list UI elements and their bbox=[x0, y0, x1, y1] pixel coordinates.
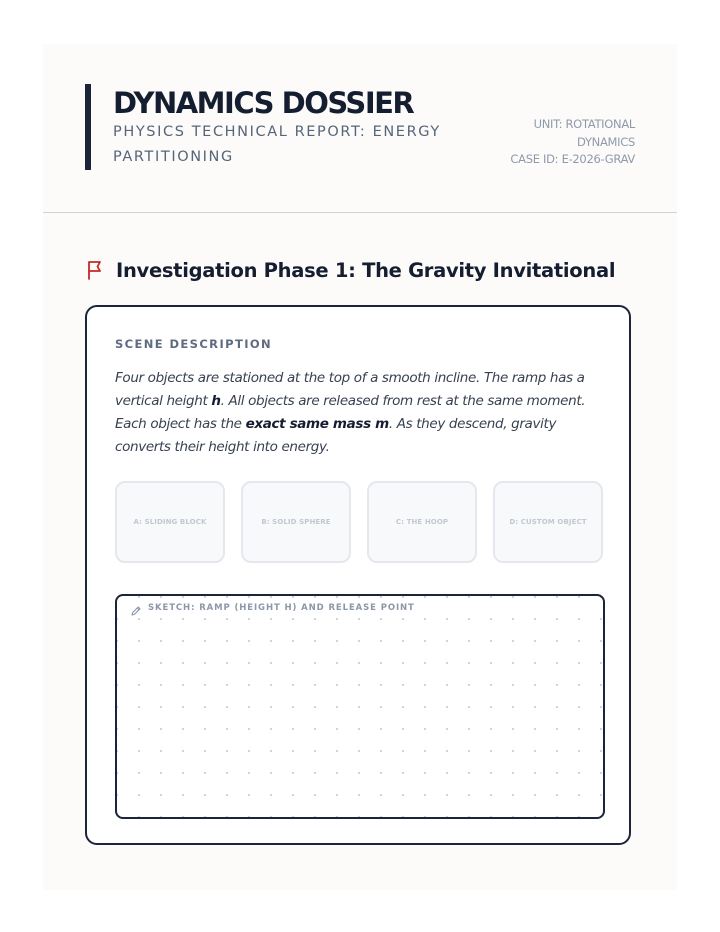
scene-label: SCENE DESCRIPTION bbox=[115, 337, 273, 351]
sketch-area[interactable] bbox=[115, 594, 605, 819]
case-id: CASE ID: E-2026-GRAV bbox=[510, 152, 635, 166]
section-title: Investigation Phase 1: The Gravity Invitational bbox=[116, 258, 616, 282]
header-divider bbox=[43, 212, 677, 213]
object-card-a[interactable]: A: SLIDING BLOCK bbox=[115, 481, 225, 563]
flag-icon bbox=[85, 259, 107, 281]
scene-variable-h: h bbox=[211, 393, 221, 409]
document-subtitle: PHYSICS TECHNICAL REPORT: ENERGY PARTITIONING bbox=[113, 124, 441, 165]
document-meta bbox=[485, 116, 635, 169]
object-card-c[interactable]: C: THE HOOP bbox=[367, 481, 477, 563]
object-card-b[interactable]: B: SOLID SPHERE bbox=[241, 481, 351, 563]
scene-text-part: . As they descend, gravity converts their height into energy. bbox=[115, 416, 557, 455]
report-page bbox=[43, 44, 677, 890]
scene-text-part: Four objects are stationed at the top of a smooth incline. The ramp has a vertical height bbox=[115, 370, 585, 409]
scene-card bbox=[85, 305, 631, 845]
sketch-label bbox=[130, 602, 415, 614]
pencil-icon bbox=[130, 602, 142, 614]
scene-text-part: . All objects are released from rest at the same moment. Each object has the bbox=[115, 393, 586, 432]
document-title: DYNAMICS DOSSIER bbox=[113, 86, 414, 120]
object-list bbox=[115, 481, 606, 565]
sketch-title: SKETCH: RAMP (HEIGHT H) AND RELEASE POINT bbox=[148, 603, 415, 613]
header-accent-bar bbox=[85, 84, 91, 170]
object-card-d[interactable]: D: CUSTOM OBJECT bbox=[493, 481, 603, 563]
scene-emphasis: exact same mass m bbox=[245, 416, 389, 432]
scene-description bbox=[115, 367, 595, 459]
section-heading bbox=[85, 256, 615, 284]
report-header bbox=[43, 44, 677, 212]
unit-label: UNIT: ROTATIONAL DYNAMICS bbox=[533, 117, 635, 149]
